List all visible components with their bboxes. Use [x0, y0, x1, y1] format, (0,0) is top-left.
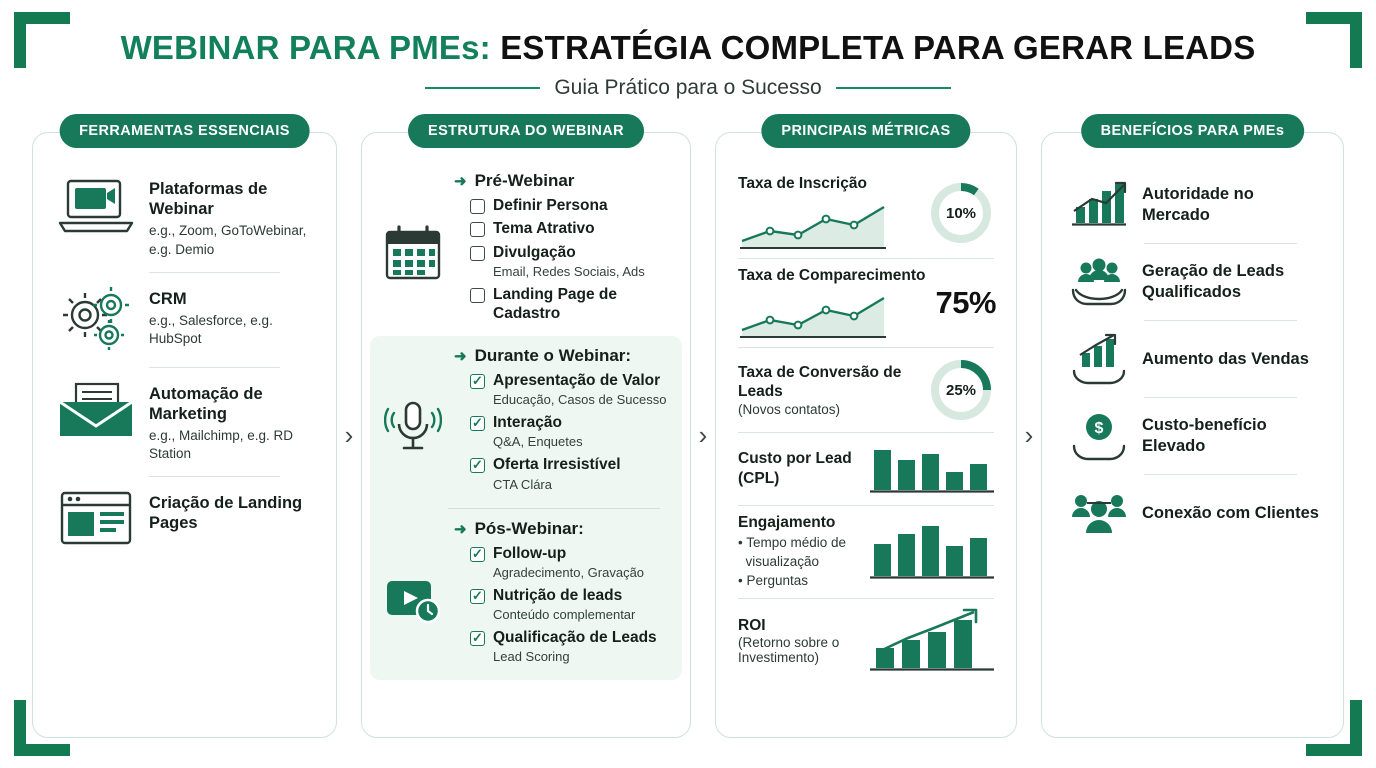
phase-pos-webinar [378, 515, 674, 673]
metric-label: Engajamento [738, 513, 836, 531]
benefit-label: Aumento das Vendas [1142, 349, 1309, 368]
checklist-sub: CTA Clára [493, 476, 552, 492]
phase-title: Pós-Webinar: [474, 518, 584, 538]
page-title [0, 30, 1376, 66]
phase-pre-webinar [378, 167, 674, 330]
checklist-sub: Email, Redes Sociais, Ads [493, 264, 645, 280]
column-ferramentas [32, 123, 337, 738]
checkbox-checked-icon[interactable]: ✓ [470, 547, 485, 562]
metric-row [732, 167, 1000, 258]
checklist-label: Interação [493, 414, 562, 432]
metric-bullets: • Tempo médio de visualização • Perguntas [738, 535, 847, 588]
metric-donut [926, 355, 996, 425]
arrow-right-icon: ➜ [454, 520, 467, 538]
calendar-icon [380, 171, 446, 326]
checklist-label: Apresentação de Valor [493, 371, 661, 389]
checklist-label: Nutrição de leads [493, 586, 623, 604]
benefit-item [1058, 244, 1327, 320]
metric-line-chart [738, 290, 927, 340]
phase-title-row [454, 346, 672, 366]
checklist-label: Landing Page de Cadastro [493, 286, 618, 323]
checklist-label: Oferta Irresistível [493, 456, 621, 474]
tool-sub: e.g., Mailchimp, e.g. RD Station [149, 427, 294, 462]
metric-row [732, 259, 1000, 346]
column-badge-metricas: PRINCIPAIS MÉTRICAS [761, 114, 970, 148]
checklist-sub: Educação, Casos de Sucesso [493, 392, 667, 408]
phase-title-row [454, 519, 672, 539]
metric-label: Taxa de Inscrição [738, 175, 867, 192]
checklist-item[interactable] [470, 196, 672, 215]
subtitle-rule-right [836, 87, 951, 89]
page-subtitle: Guia Prático para o Sucesso [554, 76, 822, 100]
checklist-sub: Lead Scoring [493, 649, 570, 665]
phase-title: Durante o Webinar: [474, 345, 632, 365]
checklist-item[interactable] [470, 219, 672, 238]
checklist-label: Definir Persona [493, 197, 608, 214]
metric-bar-chart [868, 520, 996, 584]
phase-title-row [454, 171, 672, 191]
checklist-item[interactable] [470, 413, 672, 432]
column-badge-ferramentas: FERRAMENTAS ESSENCIAIS [59, 114, 310, 148]
metric-big-value: 75% [935, 285, 996, 321]
benefit-label: Autoridade no Mercado [1142, 185, 1254, 224]
checklist-sub: Q&A, Enquetes [493, 434, 583, 450]
checklist-label: Follow-up [493, 544, 567, 562]
tool-item [49, 167, 320, 268]
checkbox-icon[interactable] [470, 246, 485, 261]
benefit-item [1058, 398, 1327, 474]
checklist-item[interactable] [470, 371, 672, 390]
sales-growth-hand-icon [1066, 333, 1132, 385]
tool-item [49, 372, 320, 473]
benefit-item [1058, 475, 1327, 551]
webpage-layout-icon [55, 489, 137, 547]
page-header [0, 0, 1376, 100]
column-beneficios [1041, 123, 1344, 738]
subtitle-row [0, 76, 1376, 100]
checklist-label: Divulgação [493, 243, 576, 261]
arrow-right-icon: ➜ [454, 347, 467, 365]
people-hand-icon [1066, 256, 1132, 308]
checkbox-checked-icon[interactable]: ✓ [470, 416, 485, 431]
checklist-label: Tema Atrativo [493, 220, 595, 238]
metric-donut [926, 178, 996, 248]
divider [149, 476, 280, 477]
phase-title: Pré-Webinar [474, 171, 575, 190]
divider [149, 272, 280, 273]
metric-donut-value: 25% [945, 381, 977, 399]
arrow-right-icon: ➜ [454, 173, 467, 190]
tool-item [49, 481, 320, 555]
corner-bracket-top-right [1306, 12, 1362, 68]
flow-arrow-2-wrapper [691, 132, 715, 738]
column-metricas [715, 123, 1017, 738]
metric-label: ROI [738, 617, 766, 635]
tool-name: CRM [149, 289, 187, 308]
checkbox-checked-icon[interactable]: ✓ [470, 458, 485, 473]
flow-arrow-icon: › [344, 420, 354, 450]
checklist-sub: Conteúdo complementar [493, 607, 636, 623]
checkbox-checked-icon[interactable]: ✓ [470, 374, 485, 389]
dollar-hand-icon [1066, 410, 1132, 462]
page-title-highlight: WEBINAR PARA PMEs: [120, 29, 491, 66]
phase-durante-webinar [378, 342, 674, 500]
laptop-webcam-icon [55, 175, 137, 235]
divider [448, 508, 660, 509]
tool-name: Automação de Marketing [149, 384, 263, 423]
tool-name: Plataformas de Webinar [149, 180, 268, 219]
envelope-letter-icon [55, 380, 137, 442]
checkbox-checked-icon[interactable]: ✓ [470, 631, 485, 646]
checklist-item[interactable] [470, 628, 672, 647]
checklist-sub: Agradecimento, Gravação [493, 564, 645, 580]
metric-line-chart [738, 197, 918, 251]
metric-donut-value: 10% [945, 204, 977, 222]
tool-sub: e.g., Salesforce, e.g. HubSpot [149, 312, 273, 347]
column-estrutura [361, 123, 691, 738]
benefit-item [1058, 321, 1327, 397]
flow-arrow-icon: › [1024, 420, 1034, 450]
metric-row [732, 506, 1000, 598]
metric-sub: (Novos contatos) [738, 401, 841, 417]
divider [149, 367, 280, 368]
growth-bars-icon [1066, 179, 1132, 231]
metric-sub: (Retorno sobre o Investimento) [738, 635, 840, 666]
community-people-icon [1066, 487, 1132, 539]
corner-bracket-top-left [14, 12, 70, 68]
page-title-rest: ESTRATÉGIA COMPLETA PARA GERAR LEADS [490, 29, 1256, 66]
columns-container [32, 123, 1344, 746]
checkbox-icon[interactable] [470, 288, 485, 303]
metric-label: Taxa de Comparecimento [738, 267, 926, 285]
metric-bar-chart [868, 440, 996, 498]
tool-item [49, 277, 320, 363]
checklist-item[interactable] [470, 544, 672, 563]
metric-row [732, 599, 1000, 683]
checkbox-checked-icon[interactable]: ✓ [470, 589, 485, 604]
metric-row [732, 433, 1000, 505]
metric-label: Taxa de Conversão de Leads [738, 363, 902, 401]
metric-row [732, 348, 1000, 432]
checkbox-icon[interactable] [470, 222, 485, 237]
tool-sub: e.g., Zoom, GoToWebinar, e.g. Demio [149, 223, 307, 257]
flow-arrow-1-wrapper [337, 132, 361, 738]
tool-name: Criação de Landing Pages [149, 494, 303, 533]
checklist-label: Qualificação de Leads [493, 629, 657, 647]
benefit-label: Conexão com Clientes [1142, 503, 1319, 522]
metric-label: Custo por Lead (CPL) [738, 450, 852, 487]
checklist-item[interactable] [470, 586, 672, 605]
checklist-item[interactable] [470, 285, 672, 324]
benefit-label: Custo-benefício Elevado [1142, 416, 1267, 455]
flow-arrow-icon: › [698, 420, 708, 450]
flow-arrow-3-wrapper [1017, 132, 1041, 738]
column-badge-beneficios: BENEFÍCIOS PARA PMEs [1081, 114, 1305, 148]
video-replay-icon [380, 519, 446, 669]
benefit-label: Geração de Leads Qualificados [1142, 262, 1285, 301]
metric-bar-chart-with-arrow [868, 606, 996, 676]
phase-durante-webinar-block [370, 336, 682, 681]
subtitle-rule-left [425, 87, 540, 89]
gears-icon [55, 285, 137, 355]
column-badge-estrutura: ESTRUTURA DO WEBINAR [408, 114, 644, 148]
microphone-icon [380, 346, 446, 496]
checklist-item[interactable] [470, 243, 672, 262]
checkbox-icon[interactable] [470, 199, 485, 214]
checklist-item[interactable] [470, 455, 672, 474]
benefit-item [1058, 167, 1327, 243]
svg-text:$: $ [1094, 420, 1104, 437]
